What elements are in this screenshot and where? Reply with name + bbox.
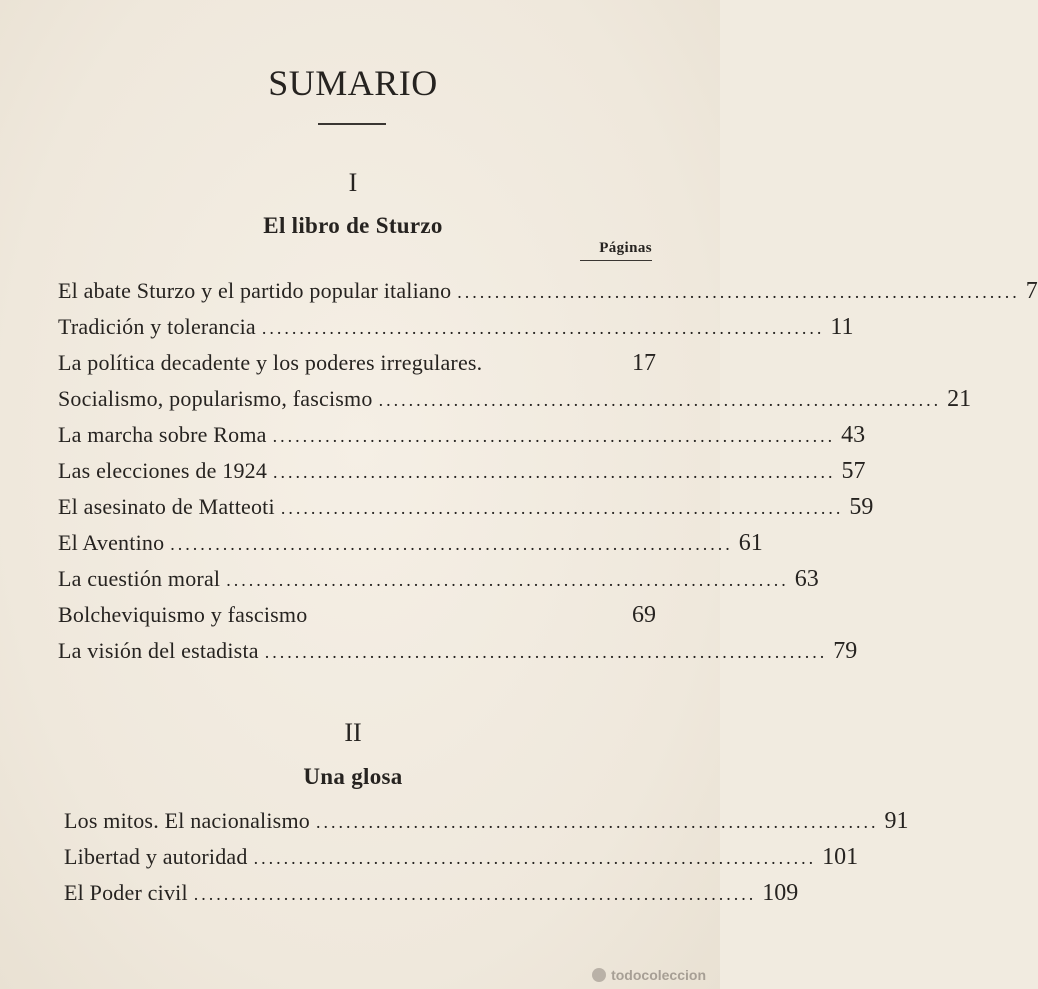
toc-entry-page: 69: [632, 602, 656, 628]
toc-entry: [64, 844, 859, 880]
page-title: SUMARIO: [268, 63, 438, 103]
dot-leader: ...........................................................................: [170, 534, 733, 554]
pages-header-underline: [580, 260, 652, 261]
toc-entry: [58, 350, 656, 386]
toc-entry: [58, 386, 972, 422]
toc-entry-page: 63: [794, 566, 819, 592]
toc-entry-page: 109: [762, 880, 799, 906]
toc-entry-page: 79: [833, 638, 858, 664]
toc-entry-title: La política decadente y los poderes irregulares.: [58, 350, 483, 375]
dot-leader: ...........................................................................: [193, 884, 757, 904]
dot-leader: ...........................................................................: [264, 642, 828, 662]
dot-leader: ...........................................................................: [280, 498, 844, 518]
section-numeral-1: I: [348, 168, 358, 197]
toc-entry-page: 43: [841, 422, 866, 448]
section-heading-1: El libro de Sturzo: [263, 213, 443, 238]
toc-entry-page: 17: [632, 350, 656, 376]
toc-entry-title: Socialismo, popularismo, fascismo: [58, 386, 373, 411]
watermark-text: todocoleccion: [611, 967, 706, 983]
toc-entry-title: El abate Sturzo y el partido popular italiano: [58, 278, 452, 303]
toc-entry-title: El Poder civil: [64, 880, 188, 905]
toc-entry-title: El asesinato de Matteoti: [58, 494, 275, 519]
pages-column-header: Páginas: [599, 240, 652, 256]
dot-leader: ...........................................................................: [253, 848, 817, 868]
toc-entry: [58, 422, 866, 458]
toc-entry: [64, 880, 799, 916]
toc-entry-title: Tradición y tolerancia: [58, 314, 256, 339]
toc-entry-page: 101: [822, 844, 859, 870]
toc-entry-title: Las elecciones de 1924: [58, 458, 268, 483]
watermark: [592, 967, 706, 983]
section-heading-2: Una glosa: [303, 764, 403, 789]
toc-entry-page: 57: [841, 458, 866, 484]
toc-entry-title: La marcha sobre Roma: [58, 422, 267, 447]
toc-entry: [64, 808, 909, 844]
title-divider: [318, 123, 386, 125]
toc-entry: [58, 458, 866, 494]
toc-entry-title: El Aventino: [58, 530, 165, 555]
toc-entry: [58, 638, 858, 674]
toc-entry: [58, 530, 763, 566]
dot-leader: ...........................................................................: [315, 812, 879, 832]
dot-leader: ...........................................................................: [457, 282, 1020, 302]
toc-entry-page: 7: [1025, 278, 1038, 304]
toc-entry-title: Los mitos. El nacionalismo: [64, 808, 310, 833]
dot-leader: ...........................................................................: [261, 318, 825, 338]
toc-entry-title: Libertad y autoridad: [64, 844, 248, 869]
dot-leader: ...........................................................................: [273, 462, 836, 482]
toc-section-1: [58, 278, 1038, 674]
toc-entry: [58, 566, 819, 602]
dot-leader: ...........................................................................: [226, 570, 789, 590]
toc-entry-page: 91: [884, 808, 909, 834]
toc-entry-title: Bolcheviquismo y fascismo: [58, 602, 308, 627]
toc-section-2: [64, 808, 909, 916]
toc-entry-title: La cuestión moral: [58, 566, 221, 591]
toc-entry: [58, 602, 656, 638]
dot-leader: ...........................................................................: [272, 426, 836, 446]
toc-entry: [58, 494, 874, 530]
toc-entry-title: La visión del estadista: [58, 638, 259, 663]
section-numeral-2: II: [344, 718, 362, 747]
toc-entry: [58, 278, 1038, 314]
toc-entry-page: 21: [947, 386, 972, 412]
todocoleccion-logo-icon: [592, 968, 606, 982]
toc-entry-page: 59: [849, 494, 874, 520]
toc-entry-page: 61: [738, 530, 763, 556]
toc-entry: [58, 314, 854, 350]
dot-leader: ...........................................................................: [378, 390, 942, 410]
toc-entry-page: 11: [830, 314, 854, 340]
